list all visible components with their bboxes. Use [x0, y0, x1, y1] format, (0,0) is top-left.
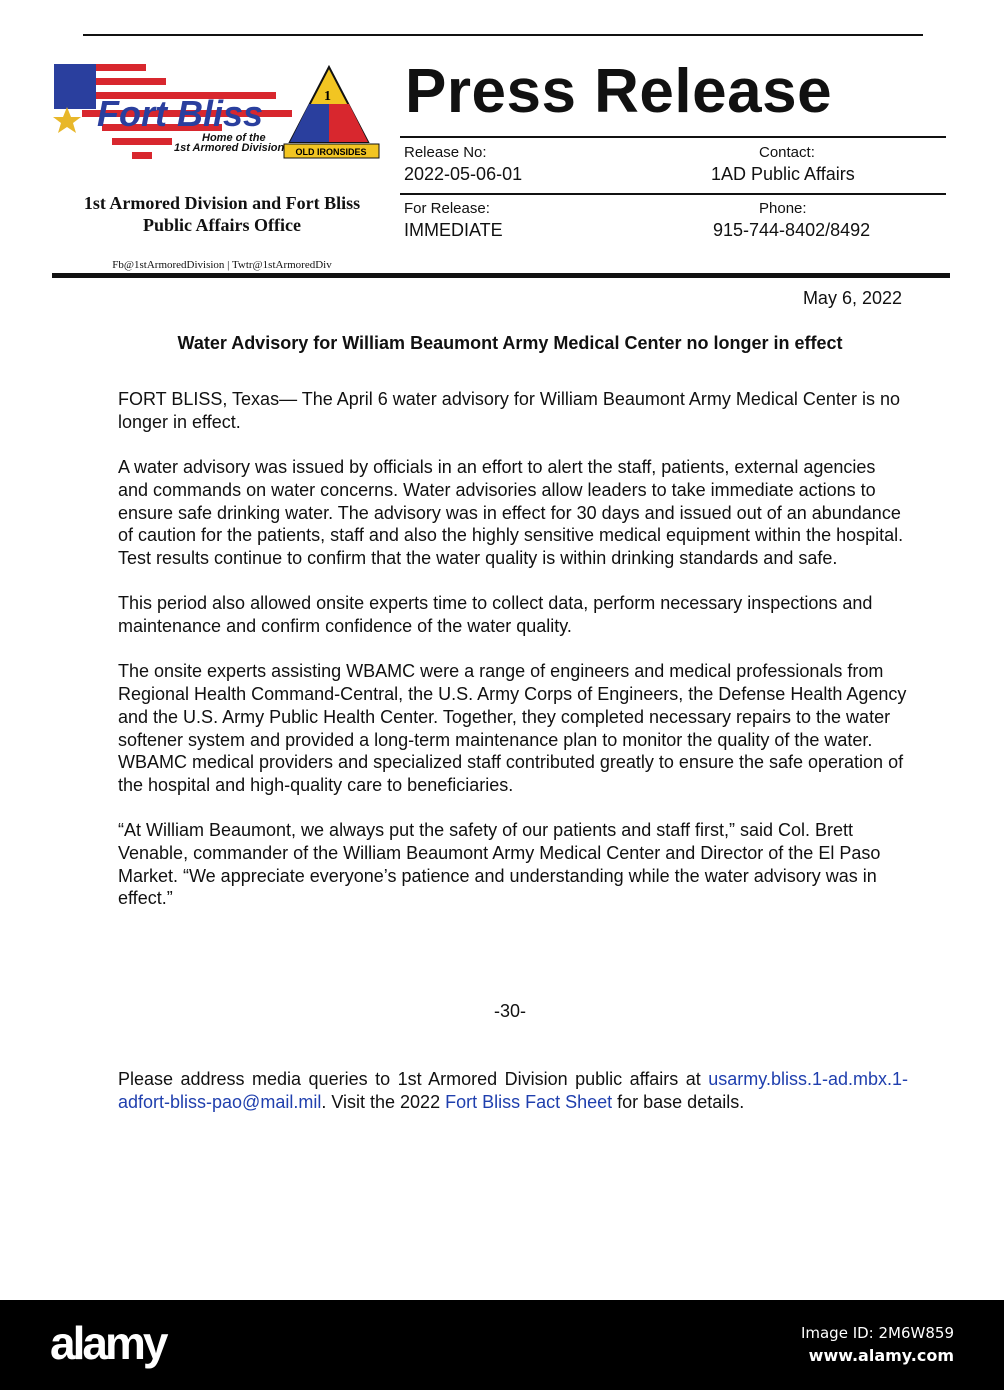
- for-release: IMMEDIATE: [404, 220, 503, 240]
- svg-text:OLD IRONSIDES: OLD IRONSIDES: [295, 147, 367, 157]
- watermark-url: www.alamy.com: [808, 1346, 954, 1365]
- header-rule: [400, 136, 946, 138]
- release-no: 2022-05-06-01: [404, 164, 523, 184]
- social-handles: Fb@1stArmoredDivision | Twtr@1stArmoredDiv: [112, 259, 332, 271]
- article-body: [118, 388, 908, 933]
- release-no-label: Release No:: [404, 144, 487, 161]
- image-id: Image ID: 2M6W859: [800, 1324, 954, 1342]
- contact-label: Contact:: [759, 144, 815, 161]
- headline: Water Advisory for William Beaumont Army Medical Center no longer in effect: [177, 333, 843, 353]
- footer-text: Please address media queries to 1st Armored Division public affairs at: [118, 1069, 709, 1089]
- phone-label: Phone:: [759, 200, 807, 217]
- paragraph: “At William Beaumont, we always put the safety of our patients and staff first,” said Col. Brett Venable, commander of the William Beaumont Army Medical Center and Director of the El Paso Market. “We appreciate everyone’s patience and understanding while the water advisory was in effect.”: [118, 820, 881, 909]
- org-line-1: 1st Armored Division and Fort Bliss: [83, 193, 361, 213]
- old-ironsides-patch: [284, 67, 379, 158]
- release-date: May 6, 2022: [802, 288, 902, 308]
- svg-text:1st Armored Division: 1st Armored Division: [174, 142, 285, 154]
- fact-sheet-link[interactable]: Fort Bliss Fact Sheet: [445, 1092, 613, 1112]
- logo-tagline: Home of the: [202, 132, 266, 144]
- phone: 915-744-8402/8492: [713, 220, 871, 240]
- end-mark: -30-: [493, 1001, 526, 1021]
- email-link[interactable]: usarmy.bliss.1-ad.mbx.1-adfort-bliss-pao@mail.mil: [118, 1069, 908, 1112]
- header-rule: [400, 193, 946, 195]
- watermark-bar: [0, 1300, 1004, 1390]
- page-title: Press Release: [405, 57, 833, 126]
- media-contact: [118, 1068, 908, 1114]
- svg-text:Fort Bliss: Fort Bliss: [97, 93, 264, 134]
- footer-text: . Visit the 2022: [321, 1092, 446, 1112]
- for-release-label: For Release:: [404, 200, 490, 217]
- header-divider: [52, 273, 950, 278]
- paragraph: A water advisory was issued by officials in an effort to alert the staff, patients, external agencies and commands on water concerns. Water advisories allow leaders to take immediate actions to ensure safe drinking water. The advisory was in effect for 30 days and issued out of an abundance of caution for the patients, staff and also the highly sensitive medical equipment within the hospital. Test results continue to confirm that the water quality is within drinking standards and safe.: [118, 457, 904, 568]
- alamy-logo: alamy: [50, 1317, 166, 1369]
- org-name: [52, 192, 392, 236]
- top-rule: [83, 34, 923, 36]
- fort-bliss-logo: [52, 62, 382, 172]
- org-line-2: Public Affairs Office: [143, 215, 301, 235]
- paragraph: This period also allowed onsite experts time to collect data, perform necessary inspections and maintenance and confirm confidence of the water quality.: [118, 593, 873, 636]
- paragraph: The onsite experts assisting WBAMC were a range of engineers and medical professionals from Regional Health Command-Central, the U.S. Army Corps of Engineers, the Defense Health Agency and the U.S. Army Public Health Center. Together, they completed necessary repairs to the water softener system and provided a long-term maintenance plan to monitor the quality of the water. WBAMC medical providers and specialized staff contributed greatly to ensure the safe operation of the hospital and high-quality care to beneficiaries.: [118, 661, 907, 795]
- paragraph: FORT BLISS, Texas— The April 6 water advisory for William Beaumont Army Medical Center is no longer in effect.: [118, 389, 900, 432]
- svg-text:1: 1: [324, 89, 331, 104]
- footer-text: for base details.: [612, 1092, 745, 1112]
- contact: 1AD Public Affairs: [711, 164, 855, 184]
